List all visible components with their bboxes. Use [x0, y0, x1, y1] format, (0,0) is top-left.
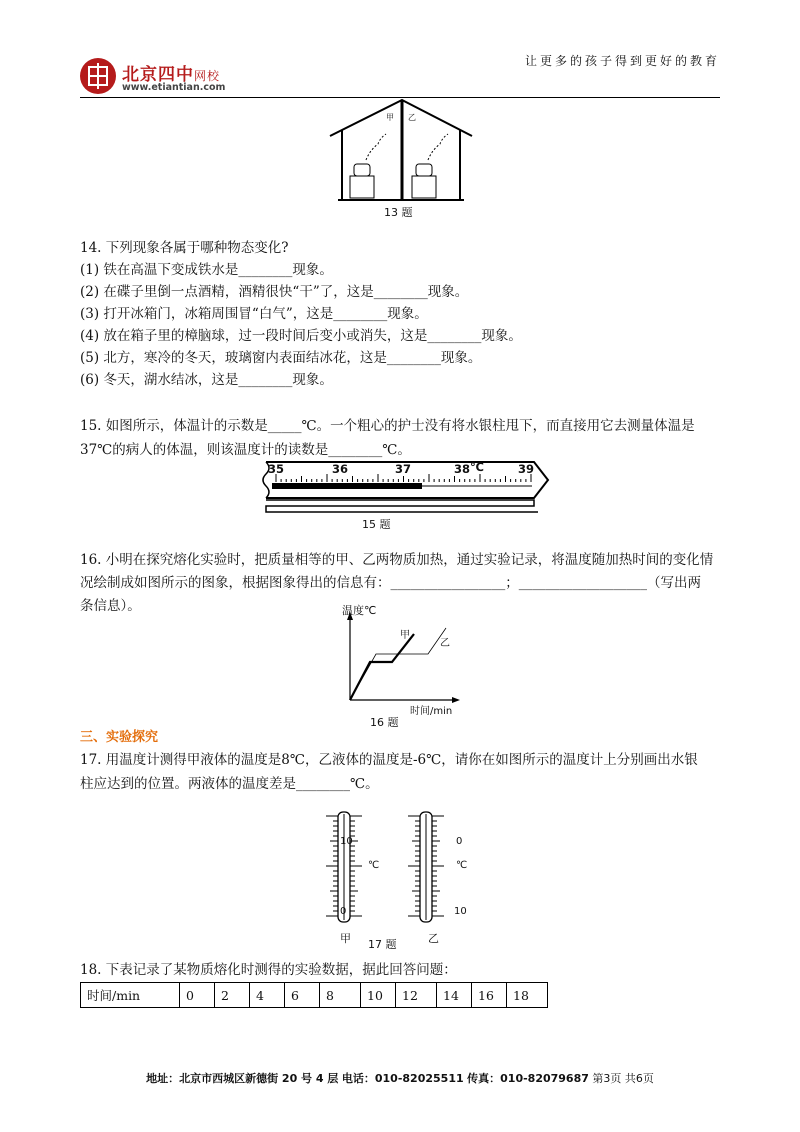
table-cell: 8	[320, 983, 361, 1008]
figure-16-graph	[336, 604, 472, 728]
fig17-left-top: 10	[340, 836, 353, 847]
fig17-right-unit: ℃	[456, 860, 468, 871]
figure-15-thermometer	[262, 458, 552, 530]
table-cell: 14	[437, 983, 472, 1008]
q18-title: 18. 下表记录了某物质熔化时测得的实验数据，据此回答问题：	[80, 962, 457, 978]
table-cell: 4	[250, 983, 285, 1008]
table-header-cell: 时间/min	[81, 983, 180, 1008]
table-cell: 18	[507, 983, 548, 1008]
logo-text: 北京四中网校	[122, 65, 221, 85]
q15-line2: 37℃的病人的体温，则该温度计的读数是________℃。	[80, 442, 411, 458]
header-slogan: 让更多的孩子得到更好的教育	[524, 54, 720, 68]
q14-title: 14. 下列现象各属于哪种物态变化?	[80, 240, 289, 256]
q14-item: (1) 铁在高温下变成铁水是________现象。	[80, 262, 333, 278]
fig17-right-top: 0	[456, 836, 463, 847]
fig17-label-jia: 甲	[340, 932, 351, 945]
footer-fax: 传真：010-82079687	[467, 1072, 589, 1085]
fig15-tick-label: 35	[268, 462, 285, 476]
table-cell: 16	[472, 983, 507, 1008]
site-logo	[80, 58, 280, 102]
fig15-tick-label: 36	[332, 462, 349, 476]
fig15-tick-label: 39	[518, 462, 535, 476]
fig15-unit: ℃	[470, 460, 484, 474]
fig13-caption: 13 题	[384, 206, 413, 219]
fig15-tick-label: 37	[395, 462, 412, 476]
logo-url: www.etiantian.com	[122, 82, 226, 93]
figure-17-thermometers	[324, 806, 484, 956]
table-cell: 0	[180, 983, 215, 1008]
fig13-label-jia: 甲	[386, 113, 394, 122]
table-row	[81, 983, 548, 1008]
fig16-xlabel: 时间/min	[410, 706, 453, 717]
q18-data-table	[80, 982, 548, 1008]
q16-line2: 况绘制成如图所示的图象，根据图象得出的信息有：_________________；___________________（写出两	[80, 575, 701, 591]
fig17-left-unit: ℃	[368, 860, 380, 871]
fig16-caption: 16 题	[370, 716, 399, 729]
logo-emblem-icon	[80, 58, 116, 94]
table-cell: 6	[285, 983, 320, 1008]
fig17-right-bottom: 10	[454, 906, 467, 917]
q14-item: (3) 打开冰箱门，冰箱周围冒“白气”，这是________现象。	[80, 306, 428, 322]
q14-item: (2) 在碟子里倒一点酒精，酒精很快“干”了，这是________现象。	[80, 284, 469, 300]
fig17-label-yi: 乙	[428, 932, 439, 945]
fig13-label-yi: 乙	[408, 113, 416, 122]
q16-line3: 条信息）。	[80, 598, 141, 614]
section-heading: 三、实验探究	[80, 730, 159, 745]
fig17-left-bottom: 0	[340, 906, 347, 917]
fig15-tick-label: 38	[454, 462, 471, 476]
q17-line2: 柱应达到的位置。两液体的温度差是________℃。	[80, 776, 379, 792]
fig15-caption: 15 题	[362, 518, 391, 531]
q16-line1: 16. 小明在探究熔化实验时，把质量相等的甲、乙两物质加热，通过实验记录，将温度随加热时间的变化情	[80, 552, 714, 568]
table-cell: 12	[396, 983, 437, 1008]
footer-page-number: 第3页 共6页	[592, 1072, 654, 1085]
figure-13-house	[326, 98, 476, 220]
fig16-label-jia: 甲	[400, 630, 410, 641]
table-cell: 10	[361, 983, 396, 1008]
footer-address: 地址：北京市西城区新德街 20 号 4 层	[146, 1072, 339, 1085]
q14-item: (4) 放在箱子里的樟脑球，过一段时间后变小或消失，这是________现象。	[80, 328, 522, 344]
q14-item: (6) 冬天，湖水结冰，这是________现象。	[80, 372, 333, 388]
fig16-ylabel: 温度℃	[342, 604, 377, 617]
page-footer	[0, 1070, 800, 1086]
fig16-label-yi: 乙	[440, 638, 450, 649]
q14-item: (5) 北方，寒冷的冬天，玻璃窗内表面结冰花，这是________现象。	[80, 350, 482, 366]
q15-line1: 15. 如图所示，体温计的示数是_____℃。一个粗心的护士没有将水银柱甩下，而直接用它去测量体温是	[80, 418, 695, 434]
fig17-caption: 17 题	[368, 938, 397, 951]
footer-phone: 电话：010-82025511	[341, 1072, 464, 1085]
q17-line1: 17. 用温度计测得甲液体的温度是8℃，乙液体的温度是-6℃，请你在如图所示的温度计上分别画出水银	[80, 752, 698, 768]
table-cell: 2	[215, 983, 250, 1008]
